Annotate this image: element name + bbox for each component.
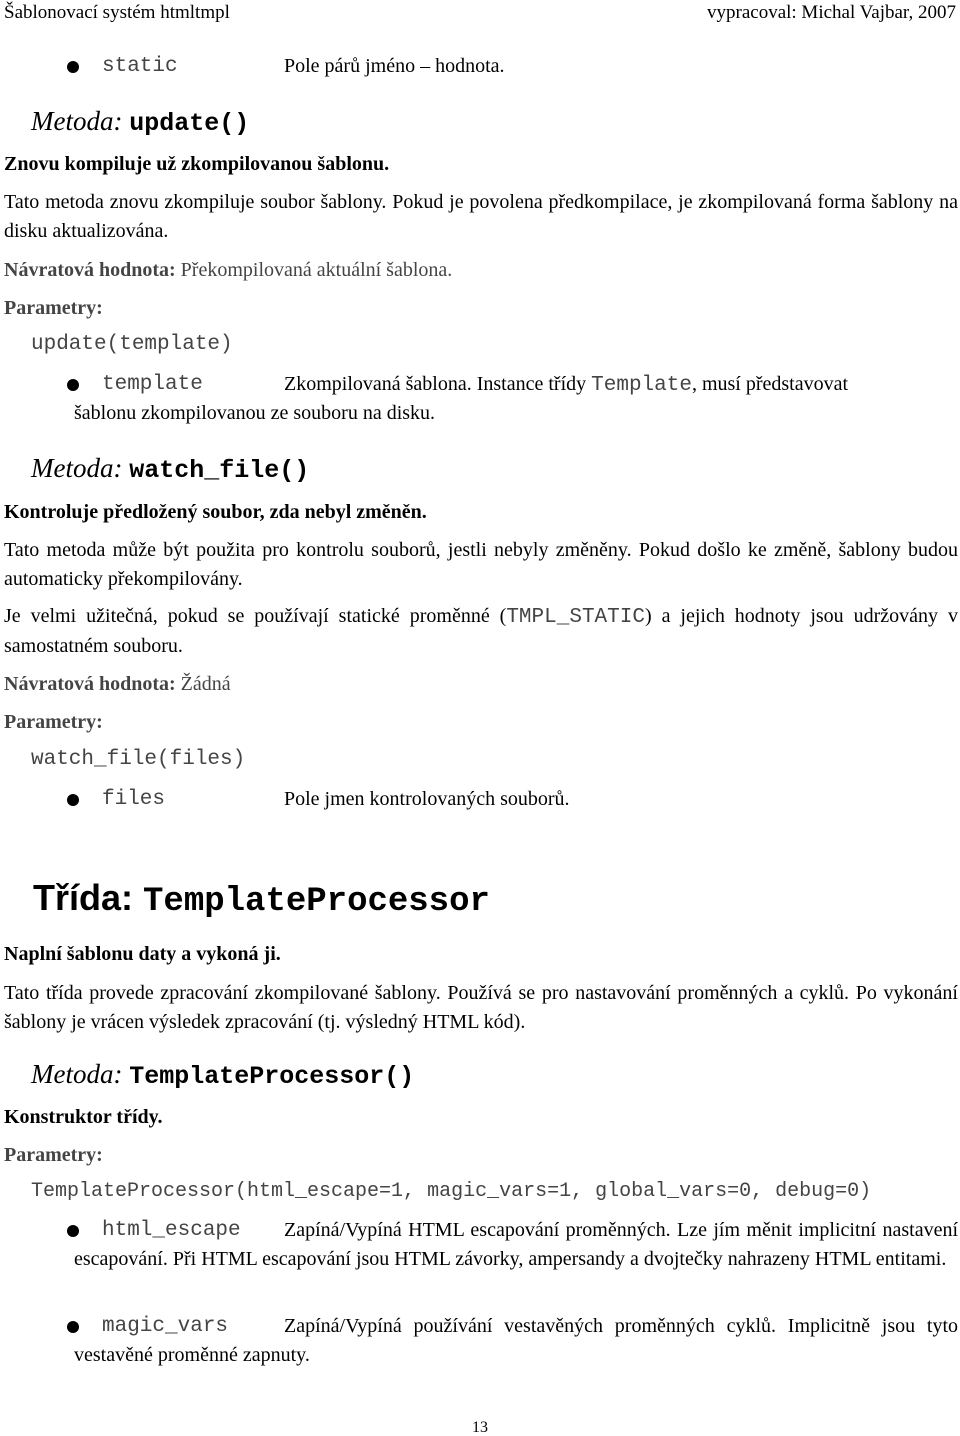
note-code: TMPL_STATIC: [506, 606, 645, 629]
bullet-icon: [67, 61, 79, 73]
param-desc-template-cont: šablonu zkompilovanou ze souboru na disku.: [74, 402, 436, 424]
param-desc-text: Zkompilovaná šablona. Instance třídy: [284, 373, 587, 395]
param-desc-files: Pole jmen kontrolovaných souborů.: [284, 788, 570, 810]
watch-file-signature: watch_file(files): [31, 748, 246, 771]
params-label: Parametry:: [4, 711, 103, 733]
param-name-files: files: [102, 788, 166, 811]
bullet-icon: [67, 794, 79, 806]
param-name-magic-vars: magic_vars: [102, 1315, 229, 1338]
param-desc-template: [284, 370, 958, 400]
params-label: Parametry:: [4, 1144, 103, 1166]
method-heading-update: [31, 104, 249, 141]
watch-file-note: [4, 602, 958, 661]
note-text: Je velmi užitečná, pokud se používají statické proměnné (: [4, 605, 507, 627]
param-desc-code: Template: [591, 374, 692, 397]
return-label: Návratová hodnota:: [4, 259, 176, 281]
param-name-template: template: [102, 373, 203, 396]
watch-file-description: Tato metoda může být použita pro kontrolu souborů, jestli nebyly změněny. Pokud došlo ke změně, šablony budou automaticky překompilovány.: [4, 539, 958, 590]
param-desc-text: , musí představovat: [691, 373, 849, 395]
class-heading-name: TemplateProcessor: [143, 883, 490, 921]
param-magic-vars: [74, 1312, 958, 1370]
ctor-summary: Konstruktor třídy.: [4, 1106, 163, 1128]
header-title: Šablonovací systém htmltmpl: [4, 2, 230, 23]
method-heading-code: watch_file(): [129, 456, 310, 485]
param-name-static: static: [102, 55, 178, 78]
param-desc-magic-vars: Zapíná/Vypíná používání vestavěných proměnných cyklů. Implicitně jsou tyto vestavěné proměnné zapnuty.: [74, 1315, 958, 1366]
method-heading-prefix: Metoda:: [31, 453, 123, 483]
bullet-icon: [67, 379, 79, 391]
params-label: Parametry:: [4, 297, 103, 319]
return-label: Návratová hodnota:: [4, 673, 176, 695]
method-heading-ctor: [31, 1057, 414, 1094]
header-author: vypracoval: Michal Vajbar, 2007: [707, 2, 956, 23]
update-return: [4, 256, 452, 285]
class-description: Tato třída provede zpracování zkompilované šablony. Používá se pro nastavování proměnných a cyklů. Po vykonání šablony je vrácen výsledek zpracování (tj. výsledný HTML kód).: [4, 982, 958, 1033]
param-html-escape: [74, 1216, 958, 1274]
note-text: ) a jejich hodnoty jsou udržovány v samostatném souboru.: [4, 605, 958, 657]
watch-file-summary: Kontroluje předložený soubor, zda nebyl změněn.: [4, 501, 427, 523]
method-heading-code: TemplateProcessor(): [129, 1062, 415, 1091]
page-number: 13: [472, 1419, 488, 1436]
class-heading-prefix: Třída:: [33, 877, 134, 918]
param-name-html-escape: html_escape: [102, 1219, 241, 1242]
method-heading-code: update(): [129, 109, 250, 138]
class-summary: Naplní šablonu daty a vykoná ji.: [4, 943, 281, 965]
param-desc-html-escape: Zapíná/Vypíná HTML escapování proměnných. Lze jím měnit implicitní nastavení escapování. Při HTML escapování jsou HTML závorky, ampersandy a dvojtečky nahrazeny HTML entitami.: [74, 1219, 958, 1270]
param-desc-static: Pole párů jméno – hodnota.: [284, 55, 505, 77]
update-description: Tato metoda znovu zkompiluje soubor šablony. Pokud je povolena předkompilace, je zkompilovaná forma šablony na disku aktualizována.: [4, 191, 958, 242]
watch-file-return: [4, 670, 231, 699]
update-signature: update(template): [31, 333, 233, 356]
class-heading: [33, 876, 490, 924]
method-heading-prefix: Metoda:: [31, 1059, 123, 1089]
update-summary: Znovu kompiluje už zkompilovanou šablonu.: [4, 153, 390, 175]
return-value: Překompilovaná aktuální šablona.: [180, 259, 453, 281]
method-heading-watch-file: [31, 451, 309, 488]
return-value: Žádná: [180, 673, 231, 695]
ctor-signature: TemplateProcessor(html_escape=1, magic_vars=1, global_vars=0, debug=0): [31, 1180, 872, 1203]
method-heading-prefix: Metoda:: [31, 106, 123, 136]
